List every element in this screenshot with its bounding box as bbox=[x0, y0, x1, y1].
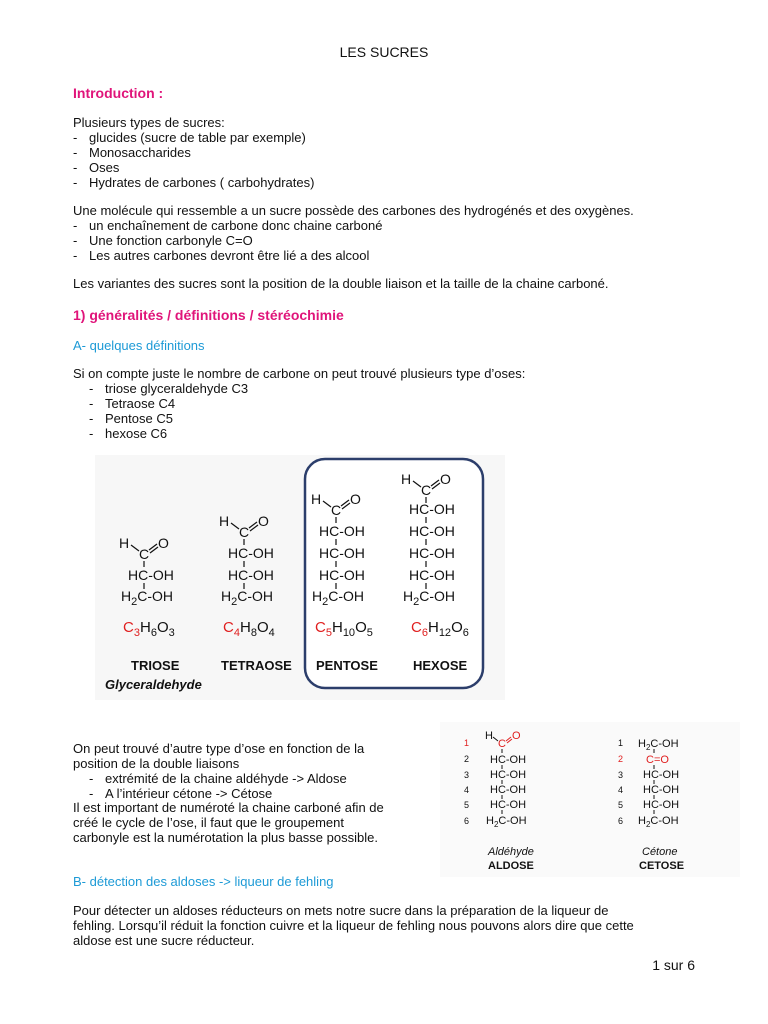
svg-text:H: H bbox=[311, 491, 322, 507]
subheading-b: B- détection des aldoses -> liqueur de fehling bbox=[73, 874, 334, 889]
svg-text:Cétone: Cétone bbox=[642, 846, 678, 858]
svg-text:HC-OH: HC-OH bbox=[409, 567, 455, 583]
types-title: Plusieurs types de sucres: bbox=[73, 115, 225, 130]
svg-text:H2C-OH: $H_2C-OH$ bbox=[121, 588, 174, 608]
svg-text:HC-OH: HC-OH bbox=[643, 769, 680, 781]
svg-text:H2C-OH: $H_2C-OH$ bbox=[638, 738, 679, 752]
page-title: LES SUCRES bbox=[339, 44, 429, 60]
svg-text:C5H10O5: $C_5H_{10}O_5$ bbox=[315, 619, 373, 639]
svg-text:O: O bbox=[512, 730, 521, 742]
svg-text:HC-OH: HC-OH bbox=[643, 784, 680, 796]
types-list bbox=[73, 130, 314, 190]
svg-text:C: C bbox=[239, 524, 250, 540]
svg-text:O: O bbox=[158, 535, 169, 551]
fehling-line: Pour détecter un aldoses réducteurs on mets notre sucre dans la préparation de la liqueur de bbox=[73, 903, 609, 918]
list-item: - hexose C6 bbox=[89, 426, 168, 441]
svg-text:H: H bbox=[119, 535, 130, 551]
page-number: 1 sur 6 bbox=[652, 957, 695, 973]
svg-text:PENTOSE: PENTOSE bbox=[316, 658, 378, 673]
list-item: - Monosaccharides bbox=[73, 145, 191, 160]
svg-text:HEXOSE: HEXOSE bbox=[413, 658, 468, 673]
svg-text:HC-OH: HC-OH bbox=[643, 799, 680, 811]
svg-text:O: O bbox=[258, 513, 269, 529]
svg-text:HC-OH: HC-OH bbox=[409, 501, 455, 517]
list-item: - Pentose C5 bbox=[89, 411, 173, 426]
svg-text:O: O bbox=[440, 471, 451, 487]
svg-text:Glyceraldehyde: Glyceraldehyde bbox=[105, 677, 202, 692]
fehling-line: aldose est une sucre réducteur. bbox=[73, 933, 255, 948]
position-list bbox=[89, 771, 347, 801]
svg-text:2: 2 bbox=[618, 754, 624, 764]
oses-figure bbox=[95, 455, 505, 700]
svg-text:5: 5 bbox=[464, 800, 470, 810]
svg-text:HC-OH: HC-OH bbox=[490, 784, 527, 796]
svg-text:5: 5 bbox=[618, 800, 624, 810]
svg-text:C: C bbox=[139, 546, 150, 562]
numbering-line: carbonyle est la numérotation la plus basse possible. bbox=[73, 830, 378, 845]
svg-text:4: 4 bbox=[618, 785, 624, 795]
svg-text:HC-OH: HC-OH bbox=[409, 545, 455, 561]
svg-text:C3H6O3: $C_3H_6O_3$ bbox=[123, 619, 175, 639]
position-line: position de la double liaisons bbox=[73, 756, 240, 771]
numbering-line: Il est important de numéroté la chaine carboné afin de bbox=[73, 800, 384, 815]
svg-text:Aldéhyde: Aldéhyde bbox=[488, 846, 534, 858]
svg-text:C: C bbox=[498, 738, 506, 750]
svg-text:H: H bbox=[219, 513, 230, 529]
svg-text:1: 1 bbox=[618, 738, 624, 748]
list-item: - Les autres carbones devront être lié a des alcool bbox=[73, 248, 370, 263]
list-item: - Hydrates de carbones ( carbohydrates) bbox=[73, 175, 315, 190]
svg-text:HC-OH: HC-OH bbox=[128, 567, 174, 583]
fehling-line: fehling. Lorsqu’il réduit la fonction cuivre et la liqueur de fehling nous pouvons alors dire que cette bbox=[73, 918, 634, 933]
list-item: - A l’intérieur cétone -> Cétose bbox=[89, 786, 273, 801]
list-item: - Oses bbox=[73, 160, 120, 175]
list-item: - Tetraose C4 bbox=[89, 396, 176, 411]
svg-text:TRIOSE: TRIOSE bbox=[131, 658, 180, 673]
svg-text:H: H bbox=[485, 730, 493, 742]
svg-text:H2C-OH: $H_2C-OH$ bbox=[638, 815, 679, 829]
svg-text:TETRAOSE: TETRAOSE bbox=[221, 658, 292, 673]
svg-text:H2C-OH: $H_2C-OH$ bbox=[486, 815, 527, 829]
list-item: - glucides (sucre de table par exemple) bbox=[73, 130, 306, 145]
svg-text:HC-OH: HC-OH bbox=[319, 567, 365, 583]
svg-text:H2C-OH: $H_2C-OH$ bbox=[403, 588, 456, 608]
svg-text:C: C bbox=[331, 502, 342, 518]
svg-text:HC-OH: HC-OH bbox=[490, 754, 527, 766]
svg-text:2: 2 bbox=[464, 754, 470, 764]
svg-text:H2C-OH: $H_2C-OH$ bbox=[312, 588, 365, 608]
variants-text: Les variantes des sucres sont la position de la double liaison et la taille de la chaine carboné. bbox=[73, 276, 609, 291]
svg-text:O: O bbox=[350, 491, 361, 507]
section1-heading: 1) généralités / définitions / stéréochimie bbox=[73, 307, 344, 323]
intro-heading: Introduction : bbox=[73, 85, 164, 101]
svg-text:H2C-OH: $H_2C-OH$ bbox=[221, 588, 274, 608]
svg-text:ALDOSE: ALDOSE bbox=[488, 860, 534, 872]
svg-text:C6H12O6: $C_6H_{12}O_6$ bbox=[411, 619, 469, 639]
svg-text:H: H bbox=[401, 471, 412, 487]
svg-text:3: 3 bbox=[618, 770, 624, 780]
list-item: - Une fonction carbonyle C=O bbox=[73, 233, 253, 248]
numbering-line: créé le cycle de l’ose, il faut que le groupement bbox=[73, 815, 344, 830]
svg-text:4: 4 bbox=[464, 785, 470, 795]
position-line: On peut trouvé d’autre type d’ose en fonction de la bbox=[73, 741, 365, 756]
molecule-list bbox=[73, 218, 382, 263]
aldose-cetose-figure bbox=[440, 722, 740, 877]
molecule-text: Une molécule qui ressemble a un sucre possède des carbones des hydrogénés et des oxygènes. bbox=[73, 203, 634, 218]
svg-text:HC-OH: HC-OH bbox=[490, 799, 527, 811]
svg-text:C4H8O4: $C_4H_8O_4$ bbox=[223, 619, 275, 639]
svg-text:HC-OH: HC-OH bbox=[228, 545, 274, 561]
svg-text:HC-OH: HC-OH bbox=[228, 567, 274, 583]
svg-text:1: 1 bbox=[464, 738, 470, 748]
list-item: - un enchaînement de carbone donc chaine carboné bbox=[73, 218, 383, 233]
svg-text:6: 6 bbox=[618, 816, 624, 826]
svg-text:HC-OH: HC-OH bbox=[409, 523, 455, 539]
svg-text:CETOSE: CETOSE bbox=[639, 860, 685, 872]
count-list bbox=[89, 381, 248, 441]
list-item: - extrémité de la chaine aldéhyde -> Aldose bbox=[89, 771, 347, 786]
svg-text:3: 3 bbox=[464, 770, 470, 780]
svg-text:HC-OH: HC-OH bbox=[319, 523, 365, 539]
svg-text:C: C bbox=[421, 482, 432, 498]
svg-text:HC-OH: HC-OH bbox=[319, 545, 365, 561]
svg-text:6: 6 bbox=[464, 816, 470, 826]
subheading-a: A- quelques définitions bbox=[73, 338, 205, 353]
svg-text:C=O: C=O bbox=[646, 754, 669, 766]
list-item: - triose glyceraldehyde C3 bbox=[89, 381, 249, 396]
svg-text:HC-OH: HC-OH bbox=[490, 769, 527, 781]
count-text: Si on compte juste le nombre de carbone on peut trouvé plusieurs type d’oses: bbox=[73, 366, 526, 381]
